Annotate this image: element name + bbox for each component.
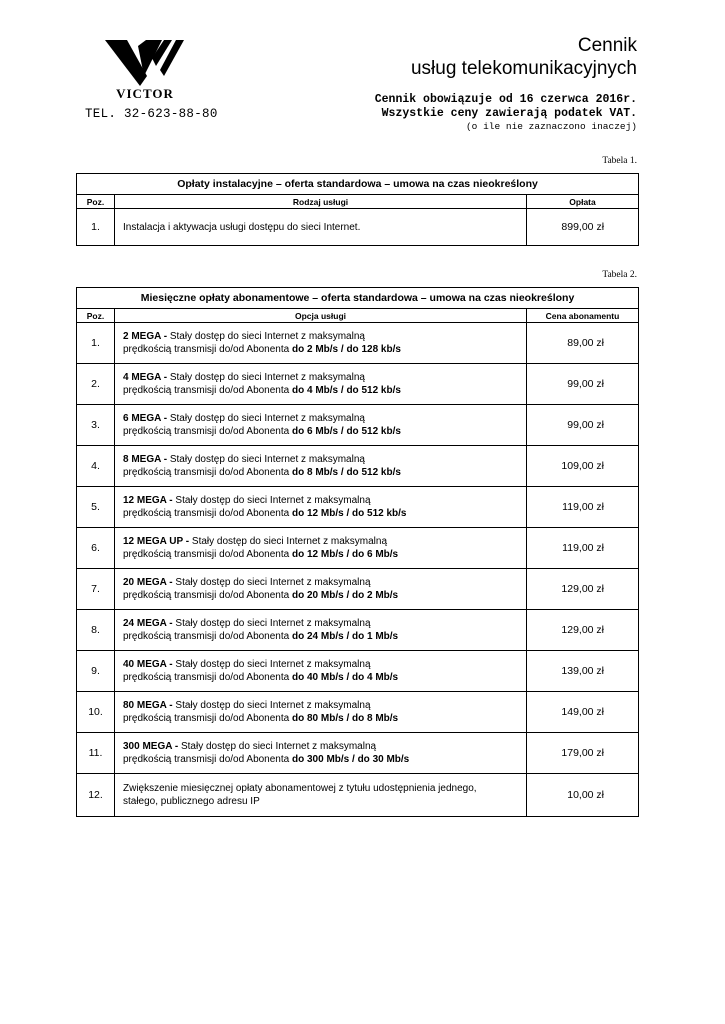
row-option — [115, 528, 527, 569]
table-row — [77, 610, 639, 651]
row-price: 119,00 zł — [527, 487, 639, 528]
plan-desc: Stały dostęp do sieci Internet z maksymalną — [175, 577, 371, 588]
plan-speed: do 4 Mb/s / do 512 kb/s — [292, 385, 401, 396]
plan-desc: Stały dostęp do sieci Internet z maksymalną — [175, 618, 371, 629]
plan-desc: Stały dostęp do sieci Internet z maksymalną — [169, 454, 365, 465]
plan-desc-2: prędkością transmisji do/od Abonenta — [123, 426, 290, 437]
row-option-line-1 — [123, 658, 526, 671]
row-option-line-1 — [123, 535, 526, 548]
row-option — [115, 774, 527, 817]
table-row — [77, 446, 639, 487]
column-header-poz: Poz. — [77, 195, 115, 209]
plan-name: 80 MEGA - — [123, 700, 173, 711]
column-header-price: Cena abonamentu — [527, 309, 639, 323]
telephone: TEL. 32-623-88-80 — [85, 107, 218, 121]
row-price: 89,00 zł — [527, 323, 639, 364]
table-2-label: Tabela 2. — [602, 270, 637, 280]
row-option-line-1 — [123, 699, 526, 712]
validity-info — [375, 93, 637, 133]
row-poz: 2. — [77, 364, 115, 405]
row-option-line-2 — [123, 384, 526, 397]
plan-speed: do 80 Mb/s / do 8 Mb/s — [292, 713, 399, 724]
plan-desc-2: prędkością transmisji do/od Abonenta — [123, 672, 290, 683]
row-option-line-2: stałego, publicznego adresu IP — [123, 796, 260, 807]
row-fee: 899,00 zł — [527, 209, 639, 246]
column-header-service: Rodzaj usługi — [115, 195, 527, 209]
row-price: 149,00 zł — [527, 692, 639, 733]
row-option-line-2 — [123, 343, 526, 356]
plan-desc: Stały dostęp do sieci Internet z maksymalną — [175, 700, 371, 711]
plan-speed: do 8 Mb/s / do 512 kb/s — [292, 467, 401, 478]
row-option-line-2 — [123, 589, 526, 602]
row-price: 99,00 zł — [527, 405, 639, 446]
row-option-line-1 — [123, 412, 526, 425]
row-poz: 10. — [77, 692, 115, 733]
plan-desc-2: prędkością transmisji do/od Abonenta — [123, 590, 290, 601]
table-row — [77, 528, 639, 569]
row-price: 10,00 zł — [527, 774, 639, 817]
row-price: 139,00 zł — [527, 651, 639, 692]
plan-speed: do 12 Mb/s / do 512 kb/s — [292, 508, 407, 519]
plan-desc-2: prędkością transmisji do/od Abonenta — [123, 385, 290, 396]
row-service: Instalacja i aktywacja usługi dostępu do sieci Internet. — [115, 209, 527, 246]
plan-desc-2: prędkością transmisji do/od Abonenta — [123, 508, 290, 519]
row-option-line-2 — [123, 671, 526, 684]
plan-name: 2 MEGA - — [123, 331, 168, 342]
plan-desc: Stały dostęp do sieci Internet z maksymalną — [169, 413, 365, 424]
plan-desc: Stały dostęp do sieci Internet z maksymalną — [169, 331, 365, 342]
monthly-fees-table — [76, 287, 639, 817]
plan-desc-2: prędkością transmisji do/od Abonenta — [123, 713, 290, 724]
row-poz: 11. — [77, 733, 115, 774]
plan-speed: do 20 Mb/s / do 2 Mb/s — [292, 590, 399, 601]
plan-desc-2: prędkością transmisji do/od Abonenta — [123, 631, 290, 642]
column-header-option: Opcja usługi — [115, 309, 527, 323]
plan-desc: Stały dostęp do sieci Internet z maksymalną — [175, 495, 371, 506]
column-header-poz: Poz. — [77, 309, 115, 323]
table-row — [77, 209, 639, 246]
plan-desc: Stały dostęp do sieci Internet z maksymalną — [180, 741, 377, 752]
row-poz: 1. — [77, 209, 115, 246]
table-row — [77, 692, 639, 733]
plan-speed: do 300 Mb/s / do 30 Mb/s — [292, 754, 410, 765]
plan-speed: do 6 Mb/s / do 512 kb/s — [292, 426, 401, 437]
row-price: 109,00 zł — [527, 446, 639, 487]
plan-name: 24 MEGA - — [123, 618, 173, 629]
title-line-1: Cennik — [577, 35, 637, 56]
table-1-caption: Opłaty instalacyjne – oferta standardowa – umowa na czas nieokreślony — [77, 174, 639, 195]
table-row — [77, 487, 639, 528]
title-line-2: usług telekomunikacyjnych — [410, 58, 637, 79]
row-option-line-1: Zwiększenie miesięcznej opłaty abonamentowej z tytułu udostępnienia jednego, — [123, 783, 477, 794]
table-row — [77, 323, 639, 364]
row-price: 129,00 zł — [527, 610, 639, 651]
row-poz: 8. — [77, 610, 115, 651]
plan-speed: do 24 Mb/s / do 1 Mb/s — [292, 631, 399, 642]
plan-name: 40 MEGA - — [123, 659, 173, 670]
row-option — [115, 405, 527, 446]
row-option-line-2 — [123, 425, 526, 438]
row-poz: 3. — [77, 405, 115, 446]
table-row — [77, 651, 639, 692]
plan-speed: do 12 Mb/s / do 6 Mb/s — [292, 549, 399, 560]
row-poz: 4. — [77, 446, 115, 487]
row-option — [115, 487, 527, 528]
plan-name: 8 MEGA - — [123, 454, 168, 465]
row-option — [115, 610, 527, 651]
table-2-caption: Miesięczne opłaty abonamentowe – oferta standardowa – umowa na czas nieokreślony — [77, 288, 639, 309]
row-option — [115, 651, 527, 692]
row-option-line-1 — [123, 740, 526, 753]
table-row — [77, 733, 639, 774]
page-title — [411, 34, 637, 80]
plan-name: 12 MEGA UP - — [123, 536, 190, 547]
row-price: 129,00 zł — [527, 569, 639, 610]
row-option-line-2 — [123, 753, 526, 766]
row-price: 179,00 zł — [527, 733, 639, 774]
column-header-fee: Opłata — [527, 195, 639, 209]
row-poz: 9. — [77, 651, 115, 692]
plan-desc: Stały dostęp do sieci Internet z maksymalną — [169, 372, 365, 383]
plan-name: 4 MEGA - — [123, 372, 168, 383]
row-option — [115, 569, 527, 610]
table-row — [77, 569, 639, 610]
row-option — [115, 323, 527, 364]
plan-desc-2: prędkością transmisji do/od Abonenta — [123, 549, 290, 560]
validity-note: (o ile nie zaznaczono inaczej) — [465, 121, 637, 132]
row-option-line-1 — [123, 617, 526, 630]
table-row — [77, 774, 639, 817]
row-option-line-1 — [123, 371, 526, 384]
row-option — [115, 446, 527, 487]
victor-logo — [100, 36, 190, 100]
plan-desc-2: prędkością transmisji do/od Abonenta — [123, 467, 290, 478]
row-poz: 1. — [77, 323, 115, 364]
row-option — [115, 692, 527, 733]
plan-desc-2: prędkością transmisji do/od Abonenta — [123, 754, 290, 765]
plan-speed: do 2 Mb/s / do 128 kb/s — [292, 344, 401, 355]
row-poz: 12. — [77, 774, 115, 817]
plan-desc-2: prędkością transmisji do/od Abonenta — [123, 344, 290, 355]
row-option-line-2 — [123, 507, 526, 520]
validity-line-2: Wszystkie ceny zawierają podatek VAT. — [381, 107, 637, 120]
row-poz: 7. — [77, 569, 115, 610]
plan-name: 12 MEGA - — [123, 495, 173, 506]
plan-speed: do 40 Mb/s / do 4 Mb/s — [292, 672, 399, 683]
row-option — [115, 733, 527, 774]
row-option-line-1 — [123, 576, 526, 589]
row-option-line-2 — [123, 548, 526, 561]
svg-text:VICTOR: VICTOR — [116, 86, 174, 100]
installation-fees-table — [76, 173, 639, 246]
table-1-label: Tabela 1. — [602, 156, 637, 166]
plan-desc: Stały dostęp do sieci Internet z maksymalną — [175, 659, 371, 670]
row-option-line-2 — [123, 630, 526, 643]
plan-name: 6 MEGA - — [123, 413, 168, 424]
plan-name: 300 MEGA - — [123, 741, 179, 752]
row-option-line-1 — [123, 494, 526, 507]
row-option — [115, 364, 527, 405]
table-row — [77, 364, 639, 405]
plan-desc: Stały dostęp do sieci Internet z maksymalną — [191, 536, 388, 547]
row-option-line-2 — [123, 466, 526, 479]
row-poz: 5. — [77, 487, 115, 528]
plan-name: 20 MEGA - — [123, 577, 173, 588]
row-price: 119,00 zł — [527, 528, 639, 569]
row-poz: 6. — [77, 528, 115, 569]
row-option-line-1 — [123, 453, 526, 466]
row-price: 99,00 zł — [527, 364, 639, 405]
row-option-line-1 — [123, 330, 526, 343]
validity-line-1: Cennik obowiązuje od 16 czerwca 2016r. — [374, 93, 637, 106]
row-option-line-2 — [123, 712, 526, 725]
table-row — [77, 405, 639, 446]
